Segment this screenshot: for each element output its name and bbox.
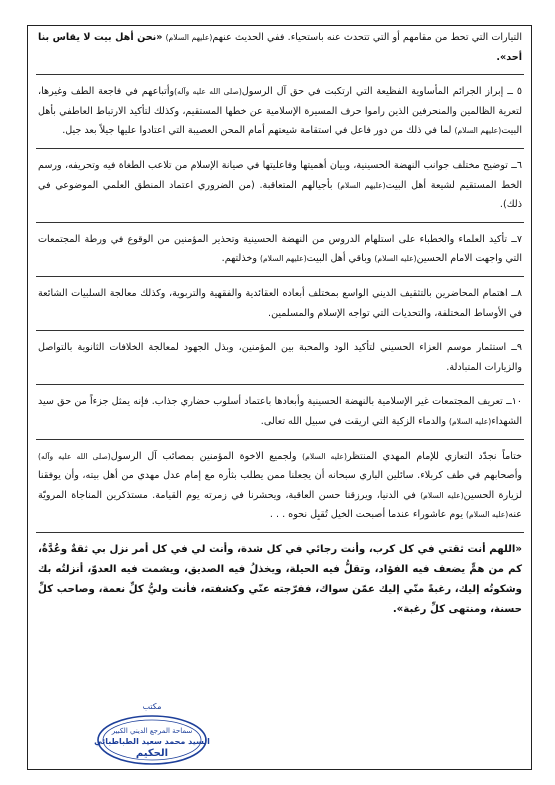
honorific: (صلى الله عليه وآله)	[38, 451, 111, 461]
item-6-lead: ٦ــ توضيح مختلف جوانب النهضة الحسينية، وبيان أهميتها وفاعليتها في صيانة الإسلام من تلاعب الطغاة فيه وتحريفه، ورسم الخط المستقيم لشيعة أهل البيت	[38, 159, 522, 191]
item-8	[36, 284, 524, 323]
seal-line-1: سماحة المرجع الديني الكبير	[111, 727, 193, 735]
item-5-mid: وأتباعهم في فاجعة الطف وغيرها، لتعرية الظالمين والمنحرفين الذين راموا حرف المسيرة الإسلامية عن خطها المستقيم، وكذلك لتأكيد الارتباط العاطفي بأهل البيت	[38, 86, 522, 137]
honorific: (عليه السلام)	[420, 490, 464, 500]
honorific: (صلى الله عليه وآله)	[174, 87, 242, 97]
prayer-paragraph	[36, 540, 524, 620]
document-body	[36, 28, 524, 620]
item-10	[36, 392, 524, 431]
closing-part: في الدنيا، ويرزقنا حسن العاقبة، ويحشرنا في زمرته يوم القيامة. مستذكرين المناجاة المرويّة عنه	[38, 489, 522, 521]
honorific: (عليهم السلام)	[454, 126, 502, 136]
quote-text: «نحن أهل بيت لا يقاس بنا أحد».	[38, 32, 522, 63]
closing-lead: ختاماً نجدّد التعازي للإمام المهدي المنتظر	[346, 450, 522, 462]
seal-top-text: مكتب	[142, 702, 162, 711]
honorific: (عليهم السلام)	[260, 254, 307, 264]
separator	[36, 384, 524, 385]
honorific: (عليهم السلام)	[165, 33, 213, 42]
separator	[36, 74, 524, 75]
closing-part: يوم عاشوراء عندما أصبحت الخيل تُقبِل نحوه . . .	[269, 509, 467, 521]
item-7-lead: ٧ــ تأكيد العلماء والخطباء على استلهام الدروس من النهضة الحسينية وتحذير المؤمنين من الوقوع في ورطة المجتمعات التي واجهت الامام الحسين	[38, 233, 522, 265]
seal-line-3: الحكيم	[135, 748, 169, 759]
intro-text: التيارات التي تحط من مقامهم أو التي تتحدث عنه باستحياء. ففي الحديث عنهم	[212, 32, 522, 43]
item-7	[36, 230, 524, 269]
item-6-tail: بأجيالهم المتعاقبة. (من الضروري اعتماد المنطق العلمي الموضوعي في ذلك).	[38, 179, 522, 211]
separator	[36, 276, 524, 277]
item-6	[36, 156, 524, 215]
item-5-tail: لما في ذلك من دور فاعل في استقامة شيعتهم أمام المحن العصيبة التي اعتادوا عليها جيلاً بعد جيل.	[62, 125, 455, 137]
honorific: (عليه السلام)	[302, 451, 347, 461]
closing-part: وأصحابهم في طف كربلاء. سائلين الباري سبحانه أن يجعلنا ممن يطلب بثأره مع إمام عدل مهدي من أهل بيته، وأن يوفقنا لزيارة الحسين	[38, 470, 522, 501]
seal-line-2: السيد محمد سعيد الطباطبائي	[94, 737, 210, 746]
honorific: (عليهم السلام)	[337, 180, 386, 190]
item-10-tail: والدماء الزكية التي اريقت في سبيل الله تعالى.	[260, 415, 450, 427]
item-5	[36, 82, 524, 141]
closing-part: ولجميع الاخوة المؤمنين بمصائب آل الرسول	[110, 450, 303, 462]
item-10-lead: ١٠ــ تعريف المجتمعات غير الإسلامية بالنهضة الحسينية وأبعادها باعتماد أسلوب حضاري جذاب. فإنه يمثل جزءاً من حق سيد الشهداء	[38, 396, 522, 427]
item-8-text: ٨ــ اهتمام المحاضرين بالتثقيف الديني الواسع بمختلف أبعاده العقائدية والفقهية والتربوية، وكذلك معالجة السلبيات الشائعة في الأوساط المختلفة، والتحديات التي تواجه الإسلام والمسلمين.	[38, 287, 522, 319]
intro-paragraph	[36, 28, 524, 67]
office-seal	[92, 698, 212, 768]
item-9-text: ٩ــ استثمار موسم العزاء الحسيني لتأكيد الود والمحبة بين المؤمنين، وبذل الجهود لمعالجة الخلافات الثانوية بالتواصل والزيارات المتبادلة.	[38, 342, 522, 373]
prayer-text: «اللهم أنت ثقتي في كل كرب، وأنت رجائي في كل شدة، وأنت لي في كل أمر نزل بي ثقةٌ وعُدَّةٌ، كم من همٍّ يضعف فيه الفؤاد، وتقلُّ فيه الحيلة، ويخذلُ فيه الصديق، ويشمت فيه العدوّ، أنزلتُه بك وشكوتُه إليك، رغبةً منّي إليك عمّن سواك، ففرّجته عنّي وكشفته، فأنت وليُّ كلِّ نعمة، وصاحب كلِّ حسنة، ومنتهى كلِّ رغبة».	[38, 543, 522, 615]
item-5-lead: ٥ ــ إبراز الجرائم المأساوية الفظيعة التي ارتكبت في حق آل الرسول	[241, 86, 522, 98]
closing-paragraph	[36, 447, 524, 525]
item-7-tail: وخذلتهم.	[221, 253, 260, 265]
item-9	[36, 338, 524, 377]
separator	[36, 532, 524, 533]
honorific: (عليه السلام)	[466, 510, 509, 520]
separator	[36, 330, 524, 331]
separator	[36, 148, 524, 149]
separator	[36, 222, 524, 223]
honorific: (عليه السلام)	[449, 416, 492, 426]
seal-graphic	[92, 698, 212, 768]
separator	[36, 439, 524, 440]
honorific: (عليه السلام)	[374, 254, 417, 264]
item-7-mid: وباقي أهل البيت	[306, 253, 375, 265]
